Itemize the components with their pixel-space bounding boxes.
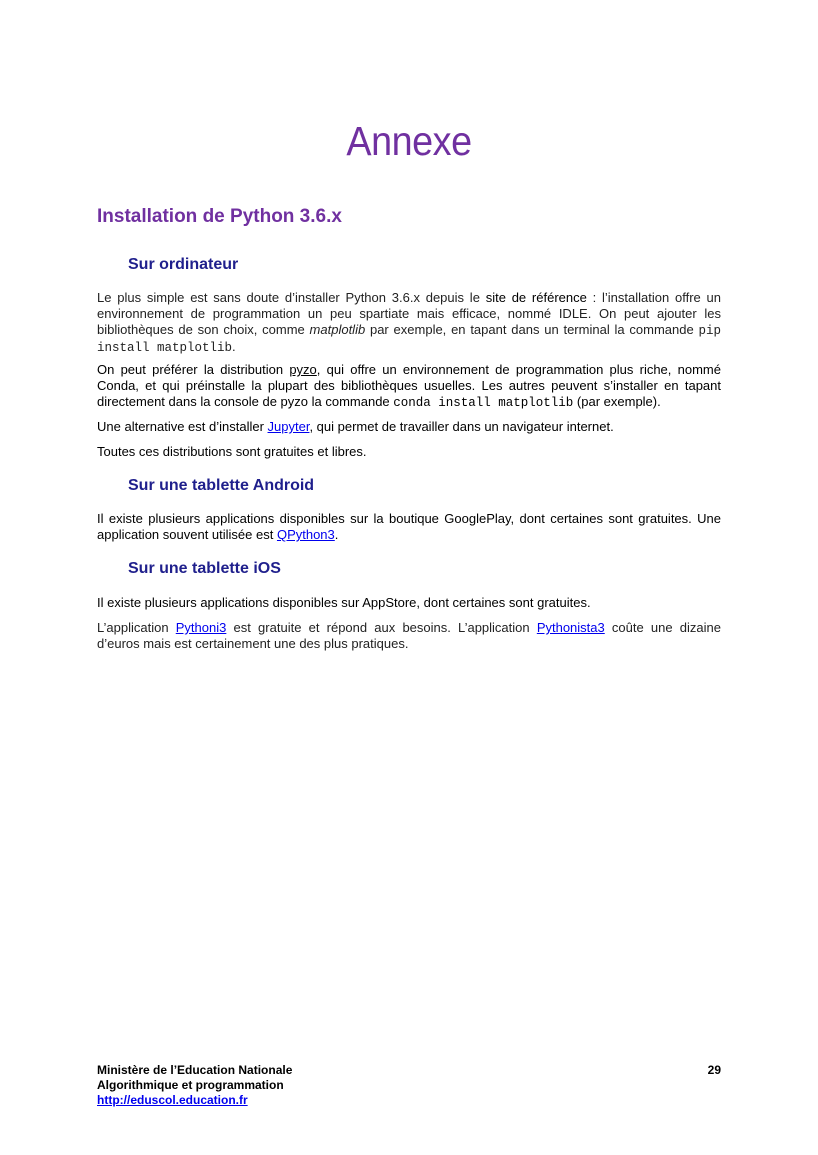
text: . [232,339,236,354]
page-number: 29 [707,1063,721,1077]
paragraph-ordinateur-2 [97,362,721,411]
paragraph-ordinateur-4: Toutes ces distributions sont gratuites et libres. [97,444,367,459]
matplotlib-italic: matplotlib [309,322,366,337]
subheading-ios: Sur une tablette iOS [128,560,281,577]
footer-ministry: Ministère de l’Education Nationale [97,1063,293,1077]
text: , qui permet de travailler dans un navigateur internet. [309,419,614,434]
paragraph-ios-2 [97,620,721,652]
pyzo-link[interactable]: pyzo [289,362,317,377]
text: Le plus simple est sans doute d’installer Python 3.6.x depuis le [97,290,486,305]
site-reference-text: site de référence [485,290,587,305]
page-title: Annexe [346,118,472,164]
subheading-android: Sur une tablette Android [128,477,315,494]
paragraph-ordinateur-3 [97,419,721,435]
subheading-ordinateur: Sur ordinateur [128,256,239,273]
pip-command: pip install matplotlib [97,324,721,355]
qpython3-link[interactable]: QPython3 [276,527,335,542]
text: : l’installation offre un environnement de programmation un peu spartiate mais efficace, nommé IDLE. On peut ajouter les bibliothèques de son choix, comme [97,290,721,337]
pythoni3-link[interactable]: Pythoni3 [175,620,227,635]
footer-url-link[interactable]: http://eduscol.education.fr [97,1093,248,1107]
text: Il existe plusieurs applications disponibles sur la boutique GooglePlay, dont certaines sont gratuites. Une application souvent utilisée est [97,511,721,542]
paragraph-android-1 [97,511,721,543]
text: Une alternative est d’installer [97,419,268,434]
text: coûte une dizaine d’euros mais est certainement une des plus pratiques. [97,620,722,651]
text: . [334,527,339,542]
text: est gratuite et répond aux besoins. L’application [226,620,537,635]
paragraph-ios-1: Il existe plusieurs applications disponibles sur AppStore, dont certaines sont gratuites. [97,595,591,610]
text: par exemple, en tapant dans un terminal la commande [365,322,699,337]
paragraph-ordinateur-1 [97,290,721,356]
section-heading: Installation de Python 3.6.x [97,206,342,227]
conda-command: conda install matplotlib [393,396,574,410]
jupyter-link[interactable]: Jupyter [267,419,310,434]
pythonista3-link[interactable]: Pythonista3 [536,620,605,635]
footer [97,1063,721,1108]
text: On peut préférer la distribution [97,362,290,377]
footer-subject: Algorithmique et programmation [97,1078,284,1092]
text: (par exemple). [573,394,661,409]
text: , qui offre un environnement de programmation plus riche, nommé Conda, et qui préinstalle la plupart des bibliothèques usuelles. Les autres peuvent s’installer en tapant directement dans la console de pyzo la commande [97,362,721,409]
text: L’application [97,620,176,635]
